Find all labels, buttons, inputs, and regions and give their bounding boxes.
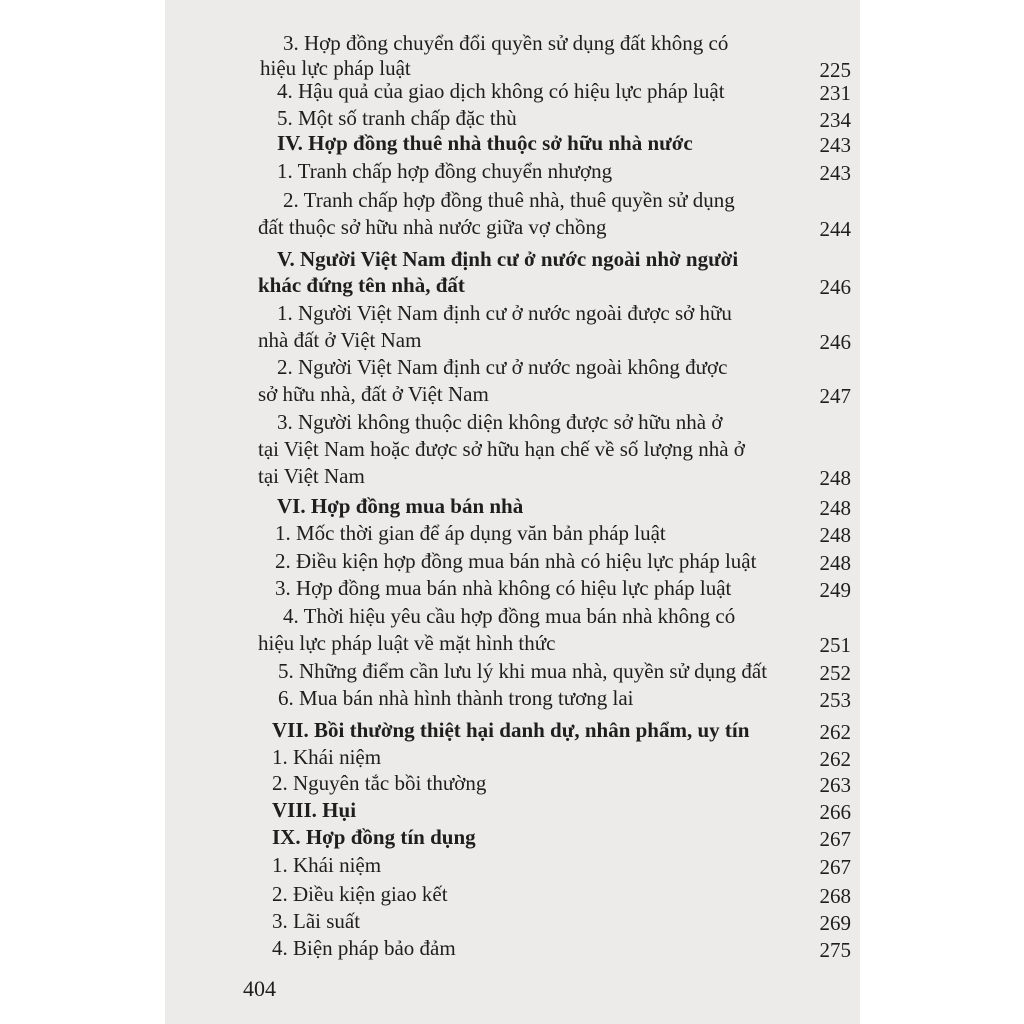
toc-entry-text: 2. Điều kiện giao kết [272,882,448,906]
toc-entry-text: hiệu lực pháp luật [260,56,411,80]
toc-entry-page: 247 [819,384,851,408]
toc-entry-page: 243 [819,133,851,157]
toc-entry-page: 243 [819,161,851,185]
toc-entry-page: 248 [819,496,851,520]
toc-entry-page: 249 [819,578,851,602]
toc-entry-page: 234 [819,108,851,132]
toc-entry-page: 246 [819,275,851,299]
toc-entry-text: nhà đất ở Việt Nam [258,328,422,352]
toc-entry-page: 231 [819,81,851,105]
toc-entry-text: tại Việt Nam [258,464,365,488]
toc-entry-page: 262 [819,747,851,771]
toc-entry-text: 5. Một số tranh chấp đặc thù [277,106,517,130]
toc-entry-text: 3. Hợp đồng chuyển đổi quyền sử dụng đất không có [283,31,729,55]
toc-entry-text: 2. Nguyên tắc bồi thường [272,771,487,795]
toc-entry-text: tại Việt Nam hoặc được sở hữu hạn chế về số lượng nhà ở [258,437,745,461]
toc-entry-page: 225 [819,58,851,82]
toc-entry-page: 268 [819,884,851,908]
toc-entry-text: 2. Điều kiện hợp đồng mua bán nhà có hiệu lực pháp luật [275,549,757,573]
toc-entry-text: 1. Tranh chấp hợp đồng chuyển nhượng [277,159,613,183]
toc-entry-text: VI. Hợp đồng mua bán nhà [277,494,524,518]
toc-entry-text: 3. Lãi suất [272,909,361,933]
toc-entry-page: 246 [819,330,851,354]
toc-entry-text: V. Người Việt Nam định cư ở nước ngoài nhờ người [277,247,739,271]
toc-entry-text: IV. Hợp đồng thuê nhà thuộc sở hữu nhà nước [277,131,693,155]
toc-entry-text: VIII. Hụi [272,798,357,822]
toc-entry-page: 269 [819,911,851,935]
toc-entry-page: 263 [819,773,851,797]
toc-entry-page: 248 [819,551,851,575]
toc-entry-text: 3. Hợp đồng mua bán nhà không có hiệu lực pháp luật [275,576,732,600]
toc-entry-text: 1. Mốc thời gian để áp dụng văn bản pháp luật [275,521,666,545]
toc-entry-text: 4. Thời hiệu yêu cầu hợp đồng mua bán nhà không có [283,604,736,628]
toc-entry-text: khác đứng tên nhà, đất [258,273,465,297]
toc-entry-page: 253 [819,688,851,712]
toc-entry-text: VII. Bồi thường thiệt hại danh dự, nhân phẩm, uy tín [272,718,750,742]
toc-entry-text: IX. Hợp đồng tín dụng [272,825,476,849]
toc-entry-page: 252 [819,661,851,685]
toc-entry-text: 5. Những điểm cần lưu lý khi mua nhà, quyền sử dụng đất [278,659,768,683]
toc-entry-page: 248 [819,466,851,490]
toc-entry-text: hiệu lực pháp luật về mặt hình thức [258,631,556,655]
toc-entry-text: 1. Khái niệm [272,853,382,877]
page-number: 404 [243,976,276,1001]
toc-entry-text: 2. Tranh chấp hợp đồng thuê nhà, thuê quyền sử dụng [283,188,735,212]
toc-entry-text: 1. Khái niệm [272,745,382,769]
toc-entry-text: 2. Người Việt Nam định cư ở nước ngoài không được [277,355,728,379]
toc-entry-page: 262 [819,720,851,744]
toc-entry-page: 266 [819,800,851,824]
toc-entry-text: 1. Người Việt Nam định cư ở nước ngoài được sở hữu [277,301,732,325]
toc-entry-page: 248 [819,523,851,547]
toc-entry-text: 6. Mua bán nhà hình thành trong tương lai [278,686,634,710]
toc-entry-page: 267 [819,827,851,851]
toc-entry-text: 4. Hậu quả của giao dịch không có hiệu lực pháp luật [277,79,725,103]
toc-entry-page: 251 [819,633,851,657]
toc-entry-text: sở hữu nhà, đất ở Việt Nam [258,382,489,406]
toc-entry-text: 4. Biện pháp bảo đảm [272,936,456,960]
toc-entry-page: 267 [819,855,851,879]
toc-entry-page: 275 [819,938,851,962]
toc-entry-text: đất thuộc sở hữu nhà nước giữa vợ chồng [258,215,607,239]
toc-entry-text: 3. Người không thuộc diện không được sở hữu nhà ở [277,410,723,434]
toc-entry-page: 244 [819,217,851,241]
